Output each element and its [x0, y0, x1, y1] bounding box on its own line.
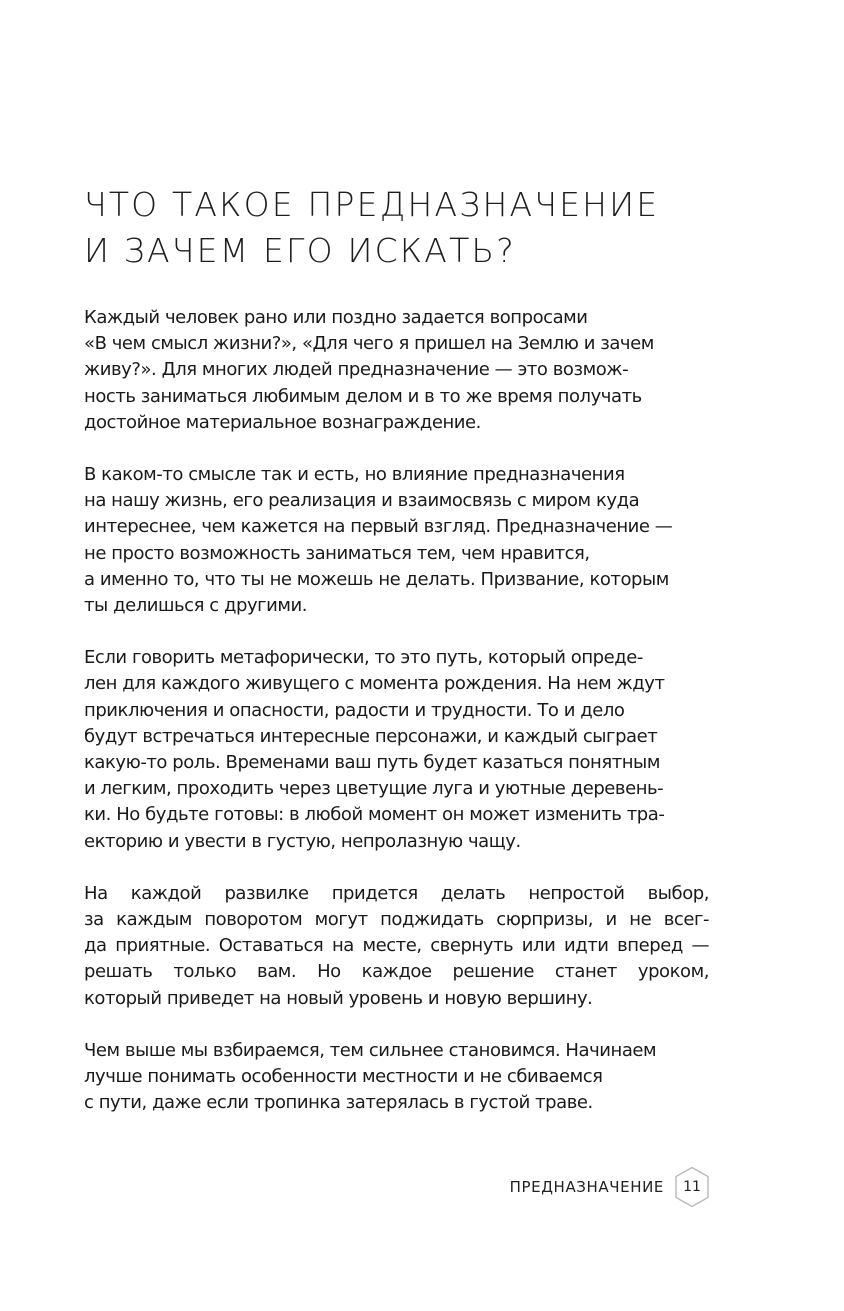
body-text [84, 305, 709, 1142]
text-line: На каждой развилке придется делать непростой выбор, [84, 882, 709, 904]
text-line: с пути, даже если тропинка затерялась в густой траве. [84, 1092, 593, 1114]
text-line: решать только вам. Но каждое решение станет уроком, [84, 961, 709, 983]
paragraph [84, 462, 709, 619]
text-line: лучше понимать особенности местности и не сбиваемся [84, 1066, 603, 1088]
text-line: какую-то роль. Временами ваш путь будет казаться понятным [84, 752, 660, 774]
title-line: ЧТО ТАКОЕ ПРЕДНАЗНАЧЕНИЕ [84, 185, 660, 224]
text-line: достойное материальное вознаграждение. [84, 411, 481, 433]
text-line: который приведет на новый уровень и новую вершину. [84, 987, 593, 1009]
page-title [84, 182, 764, 274]
text-line: да приятные. Оставаться на месте, свернуть или идти вперед — [84, 935, 709, 957]
text-line: не просто возможность заниматься тем, чем нравится, [84, 542, 590, 564]
text-line: лен для каждого живущего с момента рождения. На нем ждут [84, 673, 665, 695]
text-line: «В чем смысл жизни?», «Для чего я пришел на Землю и зачем [84, 333, 654, 355]
title-line: И ЗАЧЕМ ЕГО ИСКАТЬ? [84, 231, 516, 270]
text-line: ты делишься с другими. [84, 595, 308, 617]
text-line: Если говорить метафорически, то это путь, который опреде- [84, 647, 643, 669]
text-line: за каждым поворотом могут поджидать сюрпризы, и не всег- [84, 909, 709, 931]
text-line: живу?». Для многих людей предназначение — это возмож- [84, 359, 629, 381]
text-line: и легким, проходить через цветущие луга и уютные деревень- [84, 778, 664, 800]
text-line: В каком-то смысле так и есть, но влияние предназначения [84, 464, 625, 486]
page-footer [510, 1166, 710, 1208]
text-line: ность заниматься любимым делом и в то же время получать [84, 385, 642, 407]
text-line: ки. Но будьте готовы: в любой момент он может изменить тра- [84, 804, 665, 826]
page-number: 11 [683, 1179, 701, 1195]
paragraph [84, 305, 709, 436]
text-line: Каждый человек рано или поздно задается вопросами [84, 307, 588, 328]
running-head: ПРЕДНАЗНАЧЕНИЕ [509, 1178, 664, 1196]
text-line: будут встречаться интересные персонажи, и каждый сыграет [84, 725, 658, 747]
text-line: интереснее, чем кажется на первый взгляд. Предназначение — [84, 516, 673, 538]
text-line: а именно то, что ты не можешь не делать. Призвание, которым [84, 568, 669, 590]
text-line: Чем выше мы взбираемся, тем сильнее становимся. Начинаем [84, 1039, 657, 1061]
text-line: приключения и опасности, радости и трудности. То и дело [84, 699, 625, 721]
page-number-badge [674, 1166, 710, 1208]
paragraph [84, 1038, 709, 1117]
paragraph [84, 645, 709, 855]
text-line: екторию и увести в густую, непролазную чащу. [84, 830, 521, 852]
paragraph [84, 881, 709, 1012]
text-line: на нашу жизнь, его реализация и взаимосвязь с миром куда [84, 490, 640, 512]
